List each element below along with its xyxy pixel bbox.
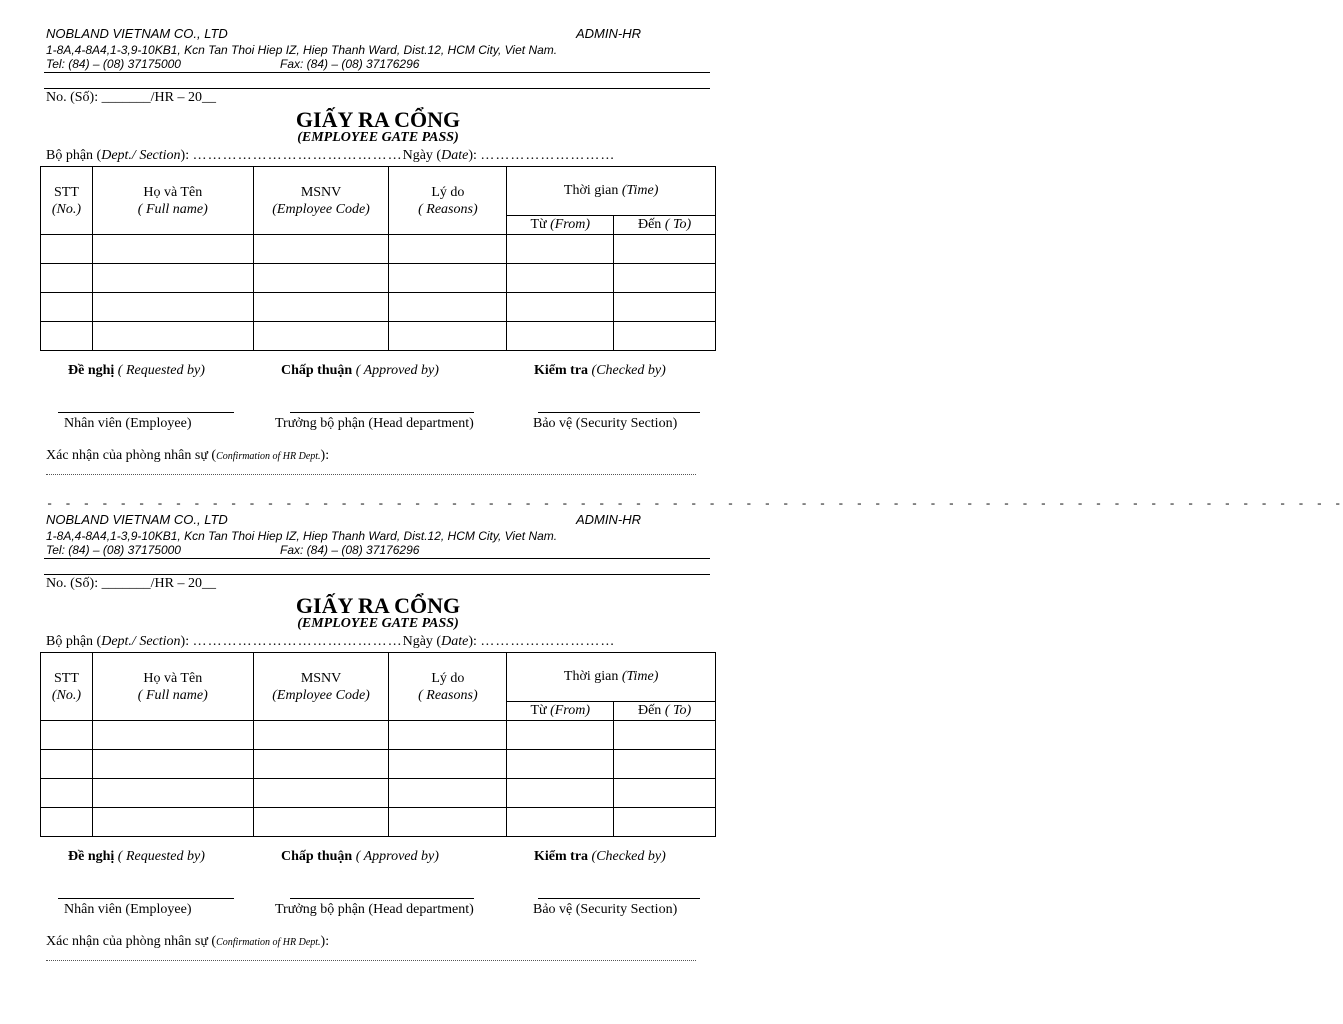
header-employee-code: MSNV (Employee Code) — [253, 167, 389, 235]
header-no: STT (No.) — [41, 653, 93, 721]
role-security: Bảo vệ (Security Section) — [533, 902, 678, 917]
header-reasons: Lý do ( Reasons) — [389, 167, 507, 235]
date-label: Ngày ( — [402, 148, 442, 163]
header-reasons: Lý do ( Reasons) — [389, 653, 507, 721]
security-signature-line[interactable] — [538, 898, 700, 899]
dept-label-end: ): — [180, 148, 193, 163]
gate-pass-form-2 — [0, 486, 1343, 972]
employee-table — [40, 166, 716, 351]
cell[interactable] — [614, 721, 716, 750]
employee-table — [40, 652, 716, 837]
cell[interactable] — [614, 779, 716, 808]
header-rule-thin — [44, 88, 710, 89]
cell[interactable] — [92, 750, 253, 779]
cell[interactable] — [92, 264, 253, 293]
serial-number-field[interactable]: No. (Số): _______/HR – 20__ — [46, 576, 216, 591]
header-to: Đến ( To) — [614, 702, 716, 721]
date-field[interactable]: ……………………… — [480, 634, 616, 649]
cell[interactable] — [92, 293, 253, 322]
employee-signature-line[interactable] — [58, 412, 234, 413]
date-field[interactable]: ……………………… — [480, 148, 616, 163]
cell[interactable] — [389, 721, 507, 750]
cell[interactable] — [507, 264, 614, 293]
cell[interactable] — [507, 721, 614, 750]
dept-label: Bộ phận ( — [46, 634, 102, 649]
company-tel: Tel: (84) – (08) 37175000 — [46, 57, 181, 71]
cell[interactable] — [41, 322, 93, 351]
table-row — [41, 264, 716, 293]
cell[interactable] — [41, 264, 93, 293]
table-row — [41, 779, 716, 808]
cell[interactable] — [614, 235, 716, 264]
cell[interactable] — [507, 293, 614, 322]
header-no: STT (No.) — [41, 167, 93, 235]
date-label-en: Date — [441, 634, 469, 649]
cell[interactable] — [253, 721, 389, 750]
cell[interactable] — [389, 322, 507, 351]
header-time: Thời gian (Time) — [507, 167, 716, 216]
approved-by-label: Chấp thuận ( Approved by) — [281, 849, 439, 864]
header-to: Đến ( To) — [614, 216, 716, 235]
dept-date-line — [46, 634, 615, 650]
employee-signature-line[interactable] — [58, 898, 234, 899]
cell[interactable] — [507, 808, 614, 837]
cell[interactable] — [92, 721, 253, 750]
dept-label: Bộ phận ( — [46, 148, 102, 163]
role-security: Bảo vệ (Security Section) — [533, 416, 678, 431]
header-employee-code: MSNV (Employee Code) — [253, 653, 389, 721]
date-label-end: ): — [468, 634, 481, 649]
cell[interactable] — [41, 293, 93, 322]
cut-line: - - - - - - - - - - - - - - - - - - - - - - - - - - - - - - - - - - - - - - - - - - - - - - - - - - - - - - - - - - - - - - - - - - - - - - - — [46, 497, 1343, 511]
cell[interactable] — [41, 808, 93, 837]
role-employee: Nhân viên (Employee) — [64, 416, 192, 431]
cell[interactable] — [614, 322, 716, 351]
cell[interactable] — [41, 235, 93, 264]
header-rule — [44, 558, 710, 559]
checked-by-label: Kiểm tra (Checked by) — [534, 363, 666, 378]
dept-label-end: ): — [180, 634, 193, 649]
role-head: Trưởng bộ phận (Head department) — [275, 902, 474, 917]
hr-confirmation-label: Xác nhận của phòng nhân sự (Confirmation of HR Dept.): — [46, 448, 330, 463]
checked-by-label: Kiểm tra (Checked by) — [534, 849, 666, 864]
date-label-end: ): — [468, 148, 481, 163]
company-fax: Fax: (84) – (08) 37176296 — [280, 57, 420, 71]
header-from: Từ (From) — [507, 216, 614, 235]
table-row — [41, 235, 716, 264]
cell[interactable] — [92, 779, 253, 808]
dept-field[interactable]: …………………………………… — [192, 148, 403, 163]
cell[interactable] — [614, 750, 716, 779]
cell[interactable] — [92, 322, 253, 351]
cell[interactable] — [389, 750, 507, 779]
cell[interactable] — [614, 808, 716, 837]
table-row — [41, 750, 716, 779]
hr-confirmation-field[interactable] — [46, 474, 696, 475]
company-address: 1-8A,4-8A4,1-3,9-10KB1, Kcn Tan Thoi Hiep IZ, Hiep Thanh Ward, Dist.12, HCM City, Viet Nam. — [46, 43, 558, 57]
header-full-name: Họ và Tên ( Full name) — [92, 653, 253, 721]
cell[interactable] — [41, 721, 93, 750]
table-row — [41, 322, 716, 351]
cell[interactable] — [507, 322, 614, 351]
company-address: 1-8A,4-8A4,1-3,9-10KB1, Kcn Tan Thoi Hiep IZ, Hiep Thanh Ward, Dist.12, HCM City, Viet Nam. — [46, 529, 558, 543]
table-row — [41, 721, 716, 750]
header-rule — [44, 72, 710, 73]
table-row — [41, 808, 716, 837]
form-title: GIẤY RA CỔNG — [295, 593, 461, 618]
form-subtitle: (EMPLOYEE GATE PASS) — [297, 130, 459, 145]
table-row — [41, 293, 716, 322]
cell[interactable] — [253, 808, 389, 837]
dept-label-en: Dept./ Section — [101, 634, 181, 649]
cell[interactable] — [507, 750, 614, 779]
dept-field[interactable]: …………………………………… — [192, 634, 403, 649]
hr-confirmation-label: Xác nhận của phòng nhân sự (Confirmation of HR Dept.): — [46, 934, 330, 949]
cell[interactable] — [41, 750, 93, 779]
header-rule-thin — [44, 574, 710, 575]
form-title: GIẤY RA CỔNG — [295, 107, 461, 132]
approved-by-label: Chấp thuận ( Approved by) — [281, 363, 439, 378]
cell[interactable] — [253, 264, 389, 293]
head-signature-line[interactable] — [290, 412, 474, 413]
cell[interactable] — [389, 264, 507, 293]
cell[interactable] — [92, 235, 253, 264]
cell[interactable] — [253, 750, 389, 779]
date-label: Ngày ( — [402, 634, 442, 649]
requested-by-label: Đề nghị ( Requested by) — [68, 363, 205, 378]
cell[interactable] — [253, 235, 389, 264]
security-signature-line[interactable] — [538, 412, 700, 413]
cell[interactable] — [507, 779, 614, 808]
serial-number-field[interactable]: No. (Số): _______/HR – 20__ — [46, 90, 216, 105]
cell[interactable] — [389, 293, 507, 322]
company-name: NOBLAND VIETNAM CO., LTD — [46, 512, 228, 527]
cell[interactable] — [614, 293, 716, 322]
dept-label-en: Dept./ Section — [101, 148, 181, 163]
cell[interactable] — [389, 235, 507, 264]
role-head: Trưởng bộ phận (Head department) — [275, 416, 474, 431]
cell[interactable] — [253, 779, 389, 808]
company-name: NOBLAND VIETNAM CO., LTD — [46, 26, 228, 41]
header-time: Thời gian (Time) — [507, 653, 716, 702]
cell[interactable] — [389, 808, 507, 837]
department-code: ADMIN-HR — [576, 512, 641, 527]
gate-pass-form-1 — [0, 0, 1343, 511]
company-fax: Fax: (84) – (08) 37176296 — [280, 543, 420, 557]
hr-confirmation-field[interactable] — [46, 960, 696, 961]
requested-by-label: Đề nghị ( Requested by) — [68, 849, 205, 864]
cell[interactable] — [614, 264, 716, 293]
cell[interactable] — [41, 779, 93, 808]
date-label-en: Date — [441, 148, 469, 163]
cell[interactable] — [389, 779, 507, 808]
cell[interactable] — [507, 235, 614, 264]
header-from: Từ (From) — [507, 702, 614, 721]
cell[interactable] — [253, 322, 389, 351]
header-full-name: Họ và Tên ( Full name) — [92, 167, 253, 235]
cell[interactable] — [253, 293, 389, 322]
department-code: ADMIN-HR — [576, 26, 641, 41]
role-employee: Nhân viên (Employee) — [64, 902, 192, 917]
company-tel: Tel: (84) – (08) 37175000 — [46, 543, 181, 557]
dept-date-line — [46, 148, 615, 164]
head-signature-line[interactable] — [290, 898, 474, 899]
form-subtitle: (EMPLOYEE GATE PASS) — [297, 616, 459, 631]
cell[interactable] — [92, 808, 253, 837]
